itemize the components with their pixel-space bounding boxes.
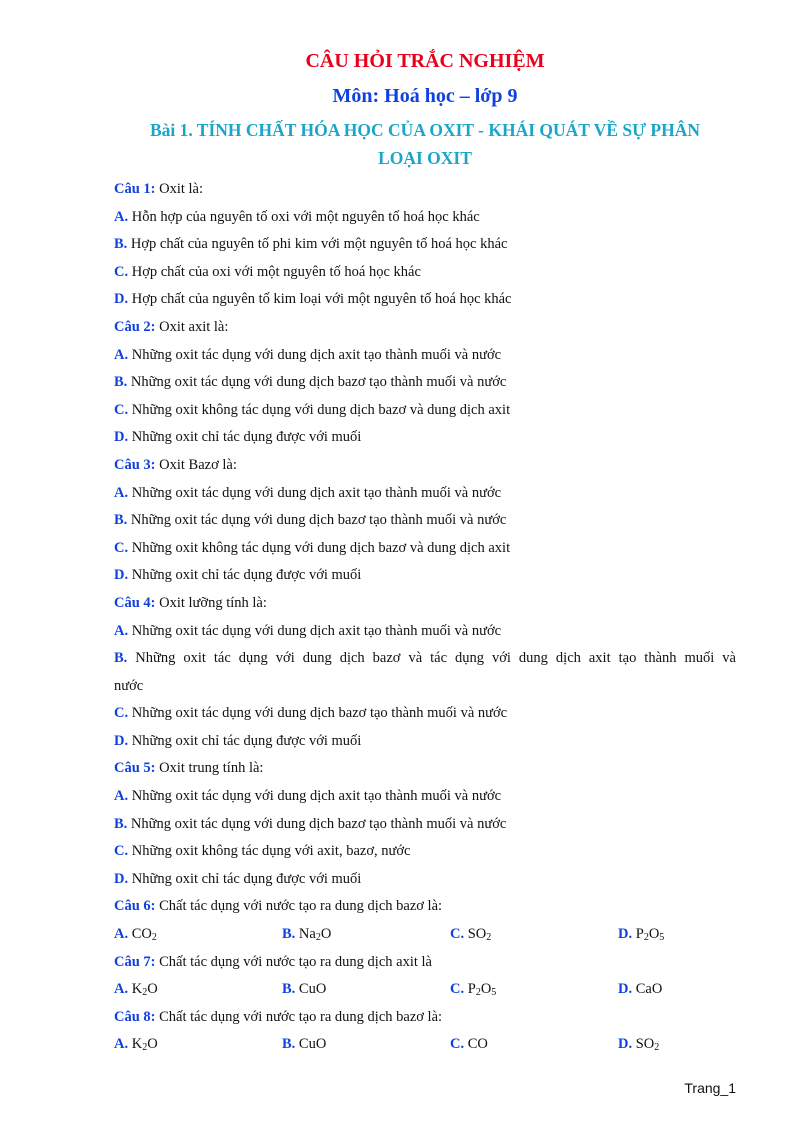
q1-option-c <box>114 259 736 287</box>
formula-part: O <box>648 926 660 943</box>
option-text: Hợp chất của oxi với một nguyên tố hoá học khác <box>128 263 421 280</box>
option-text: Những oxit tác dụng với dung dịch axit tạo thành muối và nước <box>128 346 502 363</box>
question-4 <box>114 590 736 618</box>
q5-option-d <box>114 866 736 894</box>
option-text: Hợp chất của nguyên tố phi kim với một nguyên tố hoá học khác <box>127 236 508 253</box>
option-letter: D. <box>114 291 129 308</box>
formula-part: K <box>128 1036 143 1053</box>
option-letter: B. <box>114 512 128 529</box>
q3-option-c <box>114 535 736 563</box>
option-text: Những oxit tác dụng với dung dịch bazơ tạo thành muối và nước <box>127 815 507 832</box>
question-number: Câu 1: <box>114 181 156 197</box>
question-text: Oxit Bazơ là: <box>155 456 237 473</box>
option-letter: C. <box>450 981 465 998</box>
formula-part: K <box>128 981 143 998</box>
question-8 <box>114 1004 736 1032</box>
option-letter: A. <box>114 788 129 805</box>
q8-option-d <box>618 1031 728 1059</box>
option-text: Những oxit tác dụng với dung dịch axit tạo thành muối và nước <box>128 788 502 805</box>
option-text: Những oxit tác dụng với dung dịch bazơ tạo thành muối và nước <box>128 705 508 722</box>
formula-part: SO <box>464 926 487 943</box>
question-number: Câu 3: <box>114 456 156 473</box>
q4-option-d <box>114 728 736 756</box>
question-number: Câu 6: <box>114 898 156 915</box>
option-letter: C. <box>450 1036 465 1053</box>
option-letter: D. <box>114 567 129 584</box>
q6-options <box>114 921 736 949</box>
option-letter: B. <box>114 650 128 667</box>
option-letter: B. <box>282 1036 296 1053</box>
option-text: Những oxit tác dụng với dung dịch bazơ tạo thành muối và nước <box>127 512 507 529</box>
formula-part: O <box>147 1036 158 1053</box>
option-letter: A. <box>114 981 129 998</box>
formula-part: SO <box>632 1036 655 1053</box>
option-letter: D. <box>618 1036 633 1053</box>
question-text: Chất tác dụng với nước tạo ra dung dịch axit là <box>155 953 432 970</box>
question-number: Câu 5: <box>114 760 156 777</box>
option-letter: A. <box>114 346 129 363</box>
formula-part: CaO <box>632 981 663 998</box>
subject-heading: Môn: Hoá học – lớp 9 <box>332 85 518 107</box>
formula-part: P <box>464 981 476 998</box>
formula-part: P <box>632 926 644 943</box>
q4-option-c <box>114 700 736 728</box>
lesson-heading-line-1: Bài 1. TÍNH CHẤT HÓA HỌC CỦA OXIT - KHÁI QUÁT VỀ SỰ PHÂN <box>149 120 701 140</box>
q7-option-b <box>282 976 450 1004</box>
q3-option-b <box>114 507 736 535</box>
q1-option-a <box>114 204 736 232</box>
question-2 <box>114 314 736 342</box>
option-text: Hợp chất của nguyên tố kim loại với một nguyên tố hoá học khác <box>128 291 512 308</box>
document-title: CÂU HỎI TRẮC NGHIỆM <box>305 50 545 72</box>
formula-subscript: 2 <box>486 932 492 944</box>
option-letter: A. <box>114 484 129 501</box>
q8-option-a <box>114 1031 282 1059</box>
formula-subscript: 2 <box>643 932 649 944</box>
q2-option-b <box>114 369 736 397</box>
q6-option-a <box>114 921 282 949</box>
option-letter: B. <box>114 374 128 391</box>
document-page <box>114 44 736 1059</box>
q4-option-b-continued: nước <box>114 677 144 694</box>
option-text: Hỗn hợp của nguyên tố oxi với một nguyên tố hoá học khác <box>128 208 480 225</box>
option-text: Những oxit tác dụng với dung dịch axit tạo thành muối và nước <box>128 484 502 501</box>
question-number: Câu 7: <box>114 953 156 970</box>
q4-option-b <box>114 645 736 673</box>
option-letter: D. <box>114 429 129 446</box>
question-1 <box>114 176 736 204</box>
option-letter: D. <box>618 981 633 998</box>
q1-option-d <box>114 286 736 314</box>
q2-option-a <box>114 342 736 370</box>
formula-part: CuO <box>295 981 327 998</box>
q8-option-b <box>282 1031 450 1059</box>
q6-option-c <box>450 921 618 949</box>
q5-option-a <box>114 783 736 811</box>
lesson-heading-line-2: LOẠI OXIT <box>378 148 472 168</box>
question-number: Câu 4: <box>114 594 156 611</box>
q4-option-a <box>114 618 736 646</box>
option-text: Những oxit tác dụng với dung dịch bazơ tạo thành muối và nước <box>127 374 507 391</box>
q8-options <box>114 1031 736 1059</box>
option-letter: B. <box>114 815 128 832</box>
q7-option-a <box>114 976 282 1004</box>
option-letter: A. <box>114 926 129 943</box>
option-letter: C. <box>114 263 129 280</box>
formula-part: O <box>320 926 332 943</box>
question-text: Chất tác dụng với nước tạo ra dung dịch bazơ là: <box>155 898 443 915</box>
option-letter: D. <box>114 870 129 887</box>
formula-subscript: 2 <box>142 1042 148 1054</box>
option-text: Những oxit không tác dụng với dung dịch bazơ và dung dịch axit <box>128 539 511 556</box>
q7-option-c <box>450 976 618 1004</box>
formula-part: CO <box>128 926 152 943</box>
option-letter: D. <box>114 732 129 749</box>
q6-option-d <box>618 921 728 949</box>
option-letter: C. <box>114 539 129 556</box>
option-letter: A. <box>114 622 129 639</box>
q2-option-d <box>114 424 736 452</box>
formula-part: O <box>147 981 158 998</box>
question-text: Oxit axit là: <box>155 318 229 335</box>
formula-subscript: 2 <box>315 932 321 944</box>
option-letter: A. <box>114 208 129 225</box>
formula-subscript: 2 <box>654 1042 660 1054</box>
option-letter: B. <box>282 926 296 943</box>
formula-subscript: 2 <box>151 932 157 944</box>
q7-option-d <box>618 976 728 1004</box>
question-number: Câu 8: <box>114 1008 156 1025</box>
option-letter: B. <box>114 236 128 253</box>
q8-option-c <box>450 1031 618 1059</box>
question-number: Câu 2: <box>114 318 156 335</box>
q5-option-b <box>114 811 736 839</box>
formula-subscript: 2 <box>142 987 148 999</box>
question-7 <box>114 949 736 977</box>
question-text: Oxit là: <box>155 181 204 197</box>
q7-options <box>114 976 736 1004</box>
q3-option-a <box>114 480 736 508</box>
q5-option-c <box>114 838 736 866</box>
option-text: Những oxit chỉ tác dụng được với muối <box>128 567 362 584</box>
question-5 <box>114 755 736 783</box>
option-text: Những oxit chỉ tác dụng được với muối <box>128 732 362 749</box>
question-text: Chất tác dụng với nước tạo ra dung dịch bazơ là: <box>155 1008 443 1025</box>
question-text: Oxit trung tính là: <box>155 760 264 777</box>
q6-option-b <box>282 921 450 949</box>
formula-part: CuO <box>295 1036 327 1053</box>
option-text: Những oxit không tác dụng với dung dịch bazơ và dung dịch axit <box>128 401 511 418</box>
option-text: Những oxit tác dụng với dung dịch bazơ và tác dụng với dung dịch axit tạo thành muối và <box>127 650 736 667</box>
option-letter: C. <box>114 401 129 418</box>
option-text: Những oxit chỉ tác dụng được với muối <box>128 870 362 887</box>
option-letter: A. <box>114 1036 129 1053</box>
option-letter: C. <box>114 843 129 860</box>
question-3 <box>114 452 736 480</box>
formula-part: O <box>480 981 492 998</box>
option-letter: C. <box>114 705 129 722</box>
option-letter: C. <box>450 926 465 943</box>
option-text: Những oxit tác dụng với dung dịch axit tạo thành muối và nước <box>128 622 502 639</box>
formula-subscript: 5 <box>491 987 497 999</box>
option-letter: D. <box>618 926 633 943</box>
page-number: Trang_1 <box>684 1080 736 1096</box>
option-text: Những oxit không tác dụng với axit, bazơ, nước <box>128 843 411 860</box>
q2-option-c <box>114 397 736 425</box>
question-6 <box>114 893 736 921</box>
question-text: Oxit lưỡng tính là: <box>155 594 267 611</box>
lesson-heading <box>114 116 736 172</box>
formula-part: CO <box>464 1036 488 1053</box>
q1-option-b <box>114 231 736 259</box>
option-letter: B. <box>282 981 296 998</box>
formula-part: Na <box>295 926 316 943</box>
option-text: Những oxit chỉ tác dụng được với muối <box>128 429 362 446</box>
formula-subscript: 2 <box>475 987 481 999</box>
q3-option-d <box>114 562 736 590</box>
formula-subscript: 5 <box>659 932 665 944</box>
